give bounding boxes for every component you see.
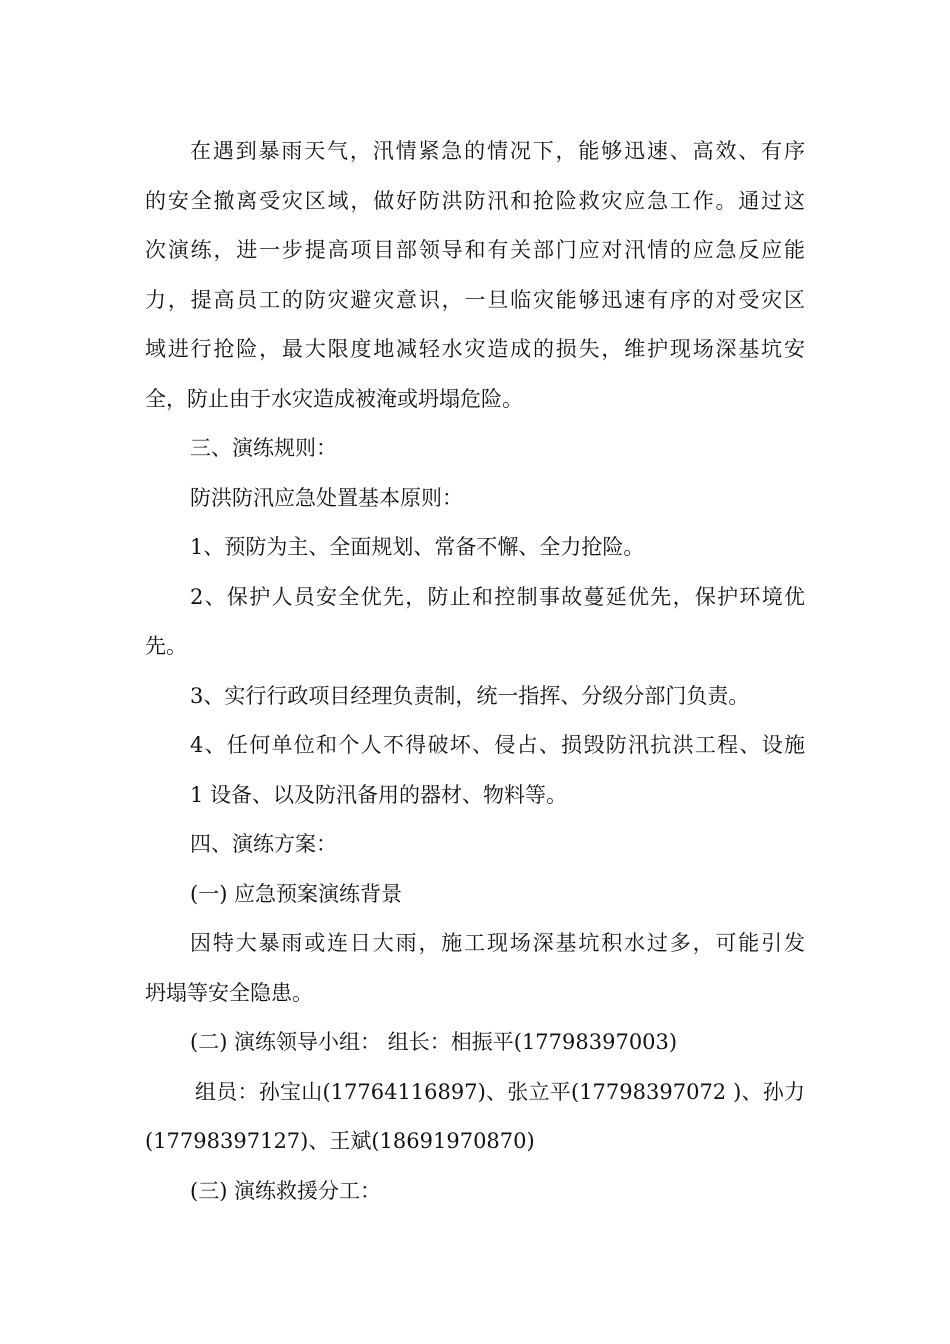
list-item: 4、任何单位和个人不得破坏、侵占、损毁防汛抗洪工程、设施 [190, 733, 805, 757]
subsection-heading: (二) 演练领导小组： 组长：相振平(17798397003) [190, 1030, 678, 1054]
list-item-continuation: 1 设备、以及防汛备用的器材、物料等。 [190, 782, 568, 807]
paragraph-line: 因特大暴雨或连日大雨，施工现场深基坑积水过多，可能引发 [190, 931, 805, 955]
paragraph-line: 防洪防汛应急处置基本原则： [190, 485, 463, 510]
section-heading: 三、演练规则： [190, 436, 337, 460]
list-item: 3、实行行政项目经理负责制，统一指挥、分级分部门负责。 [190, 683, 750, 708]
paragraph-line: 在遇到暴雨天气，汛情紧急的情况下，能够迅速、高效、有序 [190, 139, 805, 163]
paragraph-line: (17798397127)、王斌(18691970870) [145, 1129, 535, 1153]
list-item-continuation: 先。 [145, 634, 187, 658]
list-item: 2、保护人员安全优先，防止和控制事故蔓延优先，保护环境优 [190, 584, 805, 609]
paragraph-line: 次演练，进一步提高项目部领导和有关部门应对汛情的应急反应能 [145, 238, 805, 262]
subsection-heading: (三) 演练救援分工： [190, 1178, 382, 1203]
document-body [145, 127, 805, 1216]
paragraph-line: 的安全撤离受灾区域，做好防洪防汛和抢险救灾应急工作。通过这 [145, 188, 805, 213]
paragraph-line: 全，防止由于水灾造成被淹或坍塌危险。 [145, 386, 523, 411]
paragraph-line: 力，提高员工的防灾避灾意识，一旦临灾能够迅速有序的对受灾区 [145, 287, 805, 312]
paragraph-line: 组员：孙宝山(17764116897)、张立平(17798397072 )、孙力 [195, 1079, 805, 1104]
list-item: 1、预防为主、全面规划、常备不懈、全力抢险。 [190, 535, 645, 559]
paragraph-line: 坍塌等安全隐患。 [145, 980, 313, 1005]
subsection-heading: (一) 应急预案演练背景 [190, 881, 403, 906]
section-heading: 四、演练方案： [190, 832, 337, 856]
paragraph-line: 域进行抢险，最大限度地减轻水灾造成的损失，维护现场深基坑安 [145, 337, 805, 361]
